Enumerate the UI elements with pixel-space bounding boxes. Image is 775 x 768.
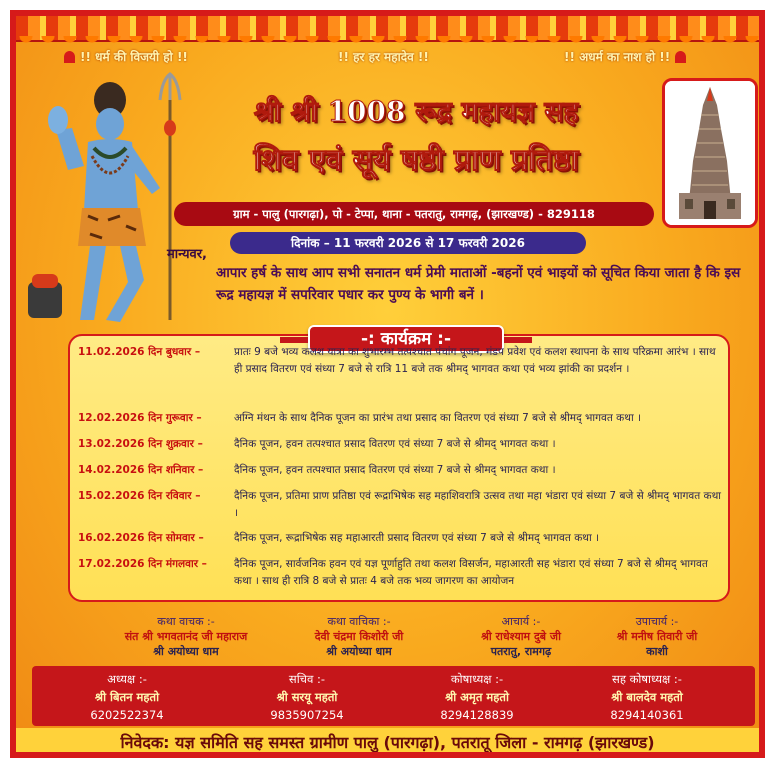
role-upacharya [582, 614, 732, 659]
role-heading: उपाचार्य :- [635, 615, 679, 628]
officer-role: सह कोषाध्यक्ष :- [612, 672, 682, 686]
temple-image [662, 78, 758, 228]
officer-role: अध्यक्ष :- [107, 672, 147, 686]
officer-role: सचिव :- [288, 672, 326, 686]
officer-phone: 8294140361 [610, 708, 684, 722]
schedule-date: 14.02.2026 दिन शनिवार – [78, 464, 204, 476]
event-dates: दिनांक – 11 फरवरी 2026 से 17 फरवरी 2026 [230, 232, 586, 254]
role-heading: आचार्य :- [501, 615, 541, 628]
event-title-line1: श्री श्री 1008 रूद्र महायज्ञ सह [253, 95, 579, 128]
om-icon [64, 51, 75, 63]
event-title-line2: शिव एवं सूर्य षष्ठी प्राण प्रतिष्ठा [253, 143, 579, 178]
officer-name: श्री सरयू महतो [276, 690, 338, 704]
role-katha-vachak [96, 614, 276, 659]
slogan-center: !! हर हर महादेव !! [338, 50, 429, 64]
officer-phone: 9835907254 [270, 708, 344, 722]
schedule-date: 11.02.2026 दिन बुधवार – [78, 346, 201, 358]
slogan-left [64, 48, 188, 65]
role-name: संत श्री भगवतानंद जी महाराज [124, 630, 248, 643]
om-icon [675, 51, 686, 63]
role-name: श्री राधेश्याम दुबे जी [481, 630, 561, 643]
officer-treasurer [392, 670, 562, 724]
officer-secretary [222, 670, 392, 724]
schedule-text: दैनिक पूजन, हवन तत्पश्चात प्रसाद वितरण एवं संध्या 7 बजे से श्रीमद् भागवत कथा । [234, 464, 556, 476]
officer-name: श्री बालदेव महतो [611, 690, 683, 704]
officer-president [42, 670, 212, 724]
venue-address: ग्राम - पालु (पारगढ़ा), पो - टेप्पा, थाना - पतरातु, रामगढ़, (झारखण्ड) - 829118 [174, 202, 654, 226]
role-name: श्री मनीष तिवारी जी [616, 630, 698, 643]
slogan-left-text: !! धर्म की विजयी हो !! [80, 50, 188, 64]
schedule-date: 12.02.2026 दिन गुरूवार – [78, 412, 202, 424]
officer-name: श्री बितन महतो [94, 690, 160, 704]
role-place: श्री अयोध्या धाम [153, 645, 219, 658]
poster [10, 10, 765, 758]
salutation: मान्यवर, [167, 247, 207, 262]
schedule-text: दैनिक पूजन, प्रतिमा प्राण प्रतिष्ठा एवं रूद्राभिषेक सह महाशिवरात्रि उत्सव तथा महा भंडारा एवं संध्या 7 बजे से श्रीमद् भागवत कथा । [234, 490, 722, 519]
schedule-date: 15.02.2026 दिन रविवार – [78, 490, 201, 502]
schedule-text: अग्नि मंथन के साथ दैनिक पूजन का प्रारंभ तथा प्रसाद का वितरण एवं संध्या 7 बजे से श्रीमद् भागवत कथा । [234, 412, 641, 424]
officer-phone: 6202522374 [90, 708, 164, 722]
schedule-date: 16.02.2026 दिन सोमवार – [78, 532, 204, 544]
officer-name: श्री अमृत महतो [445, 690, 509, 704]
role-heading: कथा वाचिका :- [327, 615, 391, 628]
invitation-text: आपार हर्ष के साथ आप सभी सनातन धर्म प्रेमी माताओं -बहनों एवं भाइयों को सूचित किया जाता है कि इस रूद्र महायज्ञ में सपरिवार पधार कर पुण्य के भागी बनें । [216, 265, 741, 303]
schedule-date: 17.02.2026 दिन मंगलवार – [78, 558, 207, 570]
schedule-text: दैनिक पूजन, सार्वजनिक हवन एवं यज्ञ पूर्णाहुति तथा कलश विसर्जन, महाआरती सह भंडारा एवं संध्या 7 बजे से श्रीमद् भागवत कथा । साथ ही रात्रि 8 बजे से प्रातः 4 बजे तक भव्य जागरण का आयोजन [234, 558, 708, 587]
officer-joint-treasurer [562, 670, 732, 724]
programme-title: -: कार्यक्रम :- [308, 325, 504, 353]
role-katha-vachika [274, 614, 444, 659]
committee-officers [32, 666, 755, 726]
shiva-illustration [28, 70, 188, 330]
role-heading: कथा वाचक :- [157, 615, 215, 628]
role-place: पतरातु, रामगढ़ [490, 645, 552, 658]
footer-requester: निवेदक: यज्ञ समिति सह समस्त ग्रामीण पालु (पारगढ़ा), पतरातू जिला - रामगढ़ (झारखण्ड) [16, 728, 759, 758]
schedule-text: दैनिक पूजन, रूद्राभिषेक सह महाआरती प्रसाद वितरण एवं संध्या 7 बजे से श्रीमद् भागवत कथा । [234, 532, 600, 544]
role-place: काशी [646, 645, 668, 658]
officer-role: कोषाध्यक्ष :- [450, 672, 504, 686]
schedule-text: दैनिक पूजन, हवन तत्पश्चात प्रसाद वितरण एवं संध्या 7 बजे से श्रीमद् भागवत कथा । [234, 438, 556, 450]
schedule-date: 13.02.2026 दिन शुक्रवार – [78, 438, 203, 450]
slogan-right-text: !! अधर्म का नाश हो !! [564, 50, 671, 64]
role-acharya [436, 614, 606, 659]
slogan-right [564, 48, 691, 65]
officer-phone: 8294128839 [440, 708, 514, 722]
role-place: श्री अयोध्या धाम [326, 645, 392, 658]
schedule-text: प्रातः 9 बजे भव्य कलश यात्रा का शुभारम्भ तत्पश्चात पंचांग पूजन, मंडप प्रवेश एवं कलश स्थापना के साथ परिक्रमा आरंभ । साथ ही प्रसाद वितरण एवं संध्या 7 बजे से रात्रि 11 बजे तक श्रीमद् भागवत कथा एवं भव्य झांकी का प्रदर्शन । [234, 346, 716, 375]
marigold-garland [16, 16, 759, 42]
role-name: देवी चंद्रमा किशोरी जी [314, 630, 404, 643]
